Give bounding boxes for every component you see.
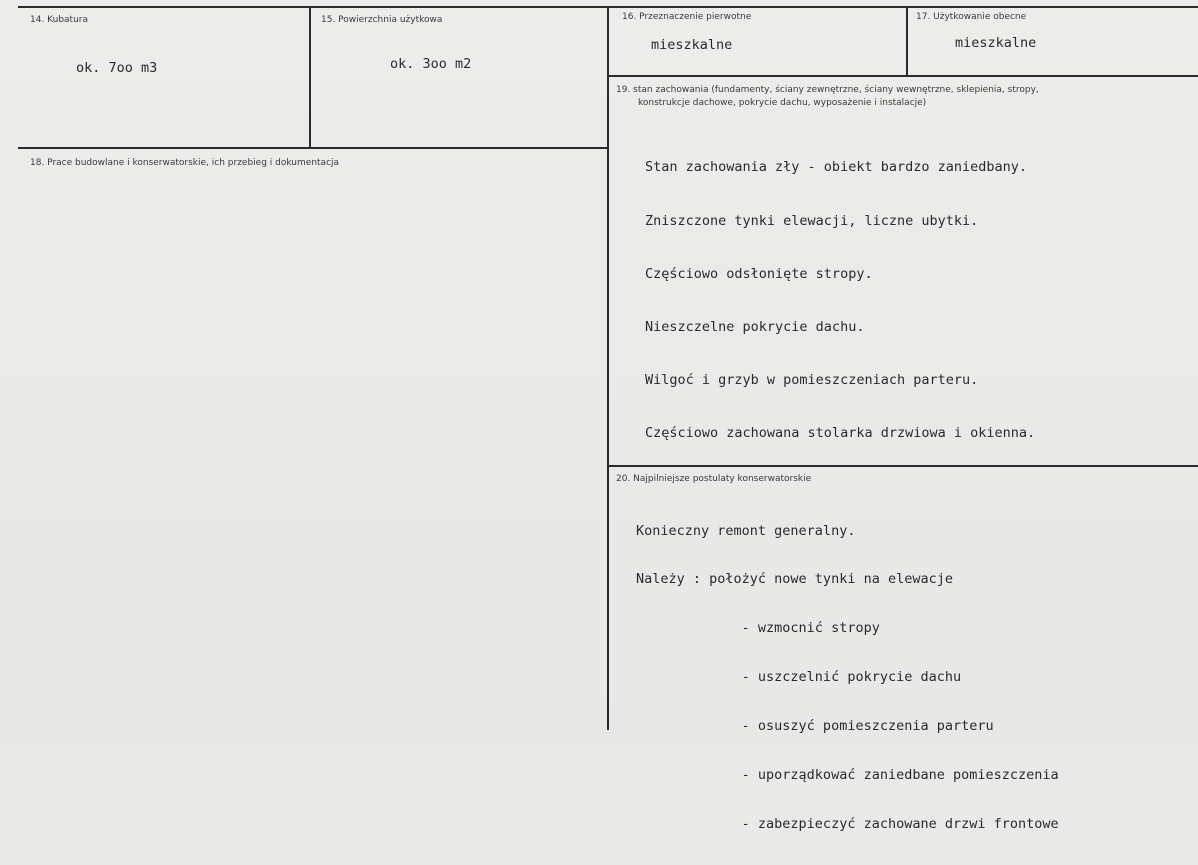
field-14-value: ok. 7oo m3 <box>76 60 158 76</box>
condition-line: Wilgoć i grzyb w pomieszczeniach parteru. <box>645 371 979 388</box>
field-17-label: 17. Użytkowanie obecne <box>916 12 1027 22</box>
field-19-label-line2: konstrukcje dachowe, pokrycie dachu, wyposażenie i instalacje) <box>638 98 927 108</box>
condition-line: Stan zachowania zły - obiekt bardzo zaniedbany. <box>645 159 1028 176</box>
divider-16-17 <box>906 7 908 76</box>
postulate-line: Należy : położyć nowe tynki na elewacje <box>636 571 953 588</box>
field-14-label: 14. Kubatura <box>30 15 89 25</box>
condition-line: Nieszczelne pokrycie dachu. <box>645 318 865 335</box>
field-20-label: 20. Najpilniejsze postulaty konserwatorskie <box>616 474 812 484</box>
condition-line: Częściowo zachowana stolarka drzwiowa i okienna. <box>645 424 1036 441</box>
field-15-value: ok. 3oo m2 <box>390 56 472 72</box>
divider-14-15 <box>309 7 311 149</box>
field-19-label-line1: 19. stan zachowania (fundamenty, ściany zewnętrzne, ściany wewnętrzne, sklepienia, stropy, <box>616 85 1039 95</box>
field-20-text <box>636 490 1059 865</box>
postulate-line: - wzmocnić stropy <box>636 620 880 637</box>
condition-line: Zniszczone tynki elewacji, liczne ubytki. <box>645 212 979 229</box>
horizontal-16-19 <box>608 75 1198 77</box>
field-15-label: 15. Powierzchnia użytkowa <box>321 15 443 25</box>
field-19-text <box>645 124 1035 478</box>
postulate-line: - uporządkować zaniedbane pomieszczenia <box>636 767 1059 784</box>
divider-main-vertical <box>607 7 609 730</box>
postulate-line: - zabezpieczyć zachowane drzwi frontowe <box>636 815 1059 832</box>
field-16-value: mieszkalne <box>651 37 733 53</box>
postulate-line: - uszczelnić pokrycie dachu <box>636 669 962 686</box>
condition-line: Częściowo odsłonięte stropy. <box>645 265 873 282</box>
postulate-line: Konieczny remont generalny. <box>636 522 856 539</box>
field-16-label: 16. Przeznaczenie pierwotne <box>622 12 752 22</box>
field-18-label: 18. Prace budowlane i konserwatorskie, ich przebieg i dokumentacja <box>30 158 340 168</box>
field-17-value: mieszkalne <box>955 35 1037 51</box>
horizontal-14-18 <box>18 147 608 149</box>
postulate-line: - osuszyć pomieszczenia parteru <box>636 718 994 735</box>
